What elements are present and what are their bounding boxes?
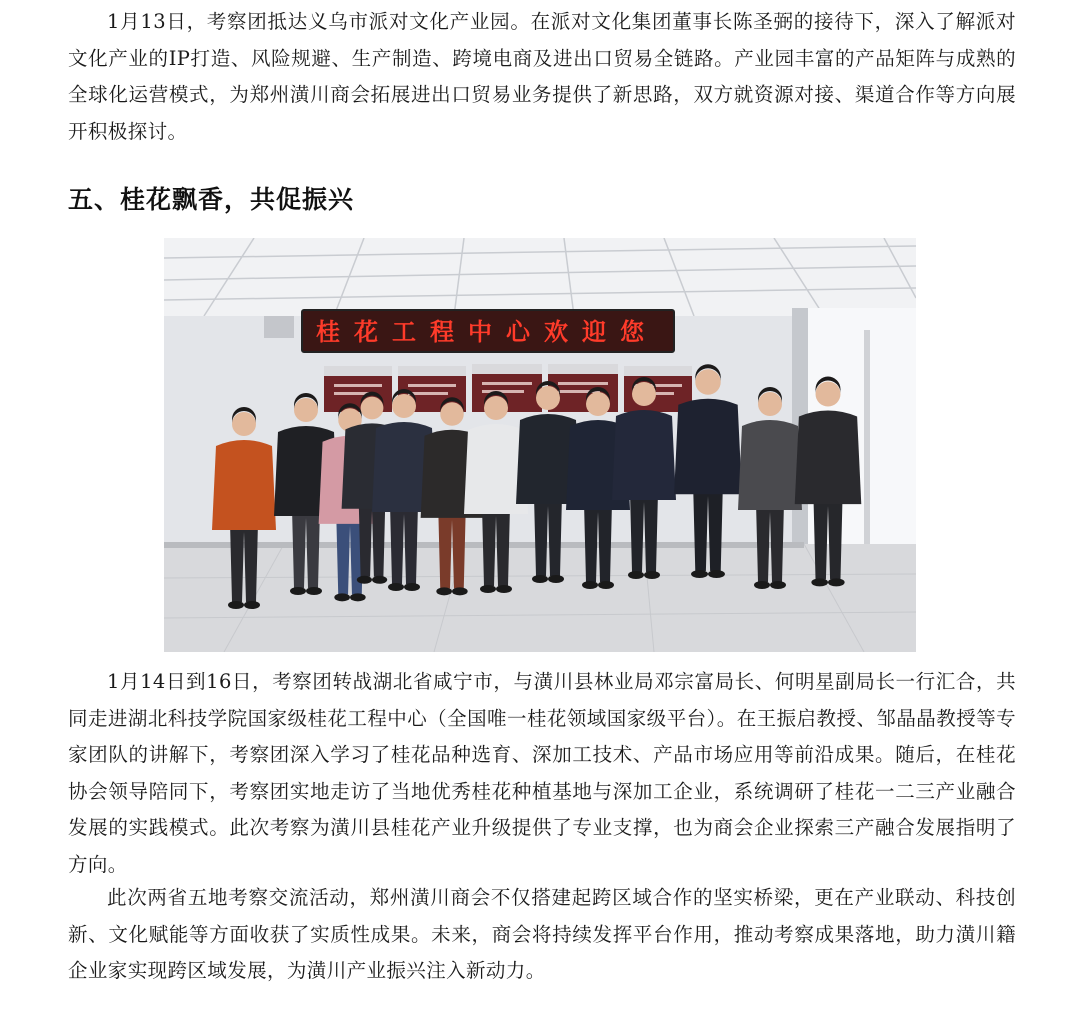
paragraph-xianning-visit: 1月14日到16日，考察团转战湖北省咸宁市，与潢川县林业局邓宗富局长、何明星副局长一行汇合，共同走进湖北科技学院国家级桂花工程中心（全国唯一桂花领域国家级平台）。在王振启教授、邹晶晶教授等专家团队的讲解下，考察团深入学习了桂花品种选育、深加工技术、产品市场应用等前沿成果。随后，在桂花协会领导陪同下，考察团实地走访了当地优秀桂花种植基地与深加工企业，系统调研了桂花一二三产业融合发展的实践模式。此次考察为潢川县桂花产业升级提供了专业支撑，也为商会企业探索三产融合发展指明了方向。 [68,670,1016,876]
group-photo [164,238,916,652]
paragraph-summary: 此次两省五地考察交流活动，郑州潢川商会不仅搭建起跨区域合作的坚实桥梁，更在产业联动、科技创新、文化赋能等方面收获了实质性成果。未来，商会将持续发挥平台作用，推动考察成果落地，助力潢川籍企业家实现跨区域发展，为潢川产业振兴注入新动力。 [68,886,1016,982]
ceiling [164,238,916,316]
section-heading: 五、桂花飘香，共促振兴 [68,185,355,214]
led-sign-text: 桂花工程中心欢迎您 [316,318,658,346]
people-group [212,364,861,609]
paragraph-yiwu-visit: 1月13日，考察团抵达义乌市派对文化产业园。在派对文化集团董事长陈圣弼的接待下，深入了解派对文化产业的IP打造、风险规避、生产制造、跨境电商及进出口贸易全链路。产业园丰富的产品矩阵与成熟的全球化运营模式，为郑州潢川商会拓展进出口贸易业务提供了新思路，双方就资源对接、渠道合作等方向展开积极探讨。 [68,10,1016,143]
